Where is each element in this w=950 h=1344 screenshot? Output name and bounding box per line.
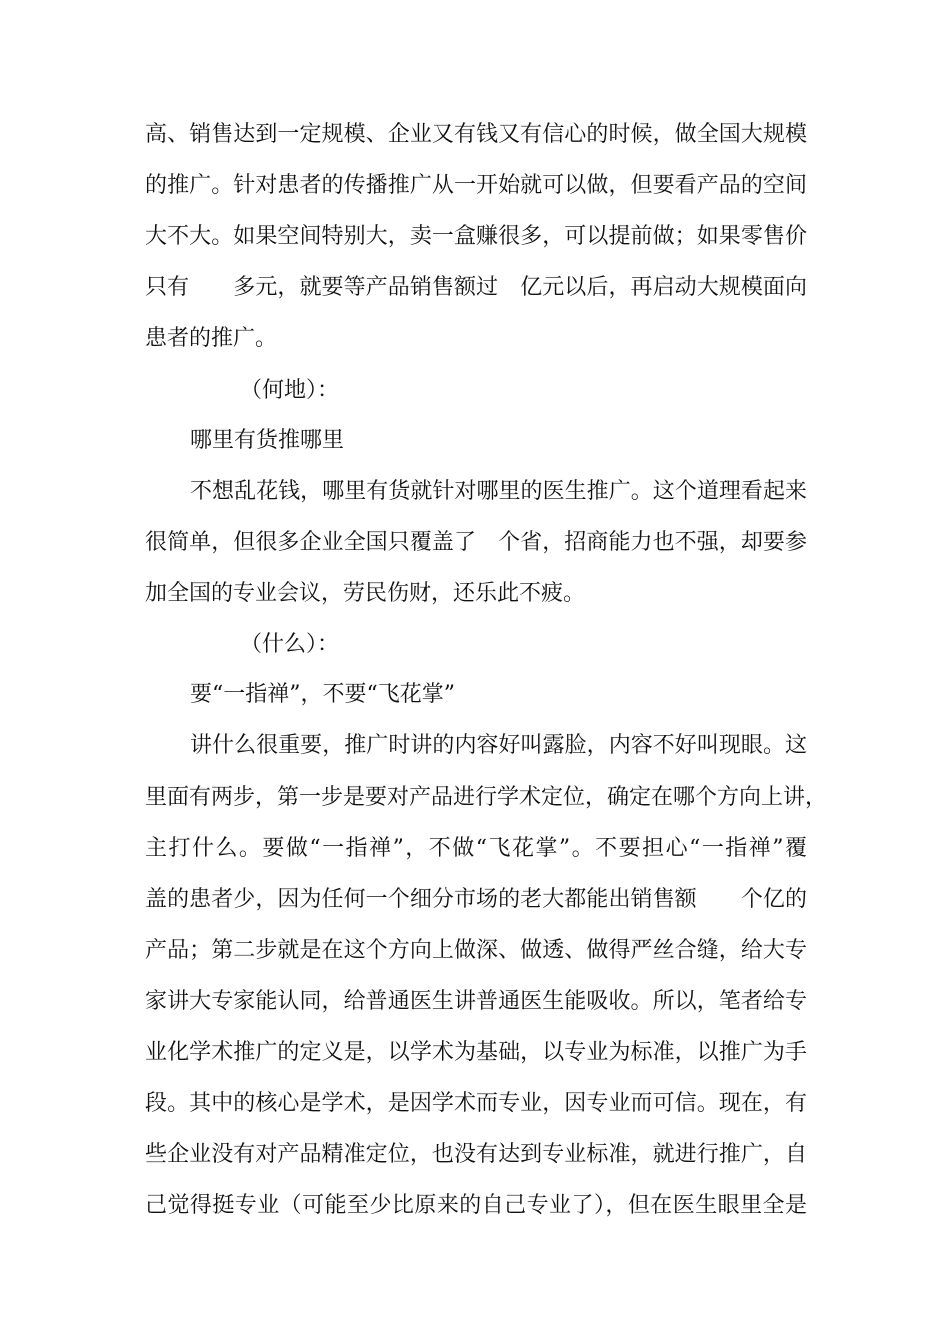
paragraph-line: 讲什么很重要，推广时讲的内容好叫露脸，内容不好叫现眼。这 — [190, 733, 807, 758]
paragraph-line: 高、销售达到一定规模、企业又有钱又有信心的时候，做全国大规模 — [145, 122, 807, 147]
paragraph-line: 的推广。针对患者的传播推广从一开始就可以做，但要看产品的空间 — [145, 173, 807, 198]
paragraph-line: 只有 多元，就要等产品销售额过 亿元以后，再启动大规模面向 — [145, 275, 807, 300]
paragraph-line: 不想乱花钱，哪里有货就针对哪里的医生推广。这个道理看起来 — [190, 479, 807, 504]
paragraph-line: 些企业没有对产品精准定位，也没有达到专业标准，就进行推广，自 — [145, 1142, 807, 1167]
paragraph-line: 产品；第二步就是在这个方向上做深、做透、做得严丝合缝，给大专 — [145, 938, 807, 963]
paragraph-line: 己觉得挺专业（可能至少比原来的自己专业了），但在医生眼里全是 — [145, 1193, 807, 1218]
paragraph-line: 加全国的专业会议，劳民伤财，还乐此不疲。 — [145, 581, 586, 606]
paragraph-line: 很简单，但很多企业全国只覆盖了 个省，招商能力也不强，却要参 — [145, 530, 807, 555]
paragraph-line: 家讲大专家能认同，给普通医生讲普通医生能吸收。所以，笔者给专 — [145, 989, 807, 1014]
section-heading: （什么）： — [240, 632, 340, 657]
paragraph-line: 段。其中的核心是学术，是因学术而专业，因专业而可信。现在，有 — [145, 1091, 807, 1116]
section-subheading: 要“一指禅”，不要“飞花掌” — [190, 682, 455, 707]
paragraph-line: 业化学术推广的定义是，以学术为基础，以专业为标准，以推广为手 — [145, 1040, 807, 1065]
paragraph-line: 里面有两步，第一步是要对产品进行学术定位，确定在哪个方向上讲， — [145, 785, 828, 810]
section-heading: （何地）： — [240, 378, 340, 403]
paragraph-line: 盖的患者少，因为任何一个细分市场的老大都能出销售额 个亿的 — [145, 887, 807, 912]
paragraph-line: 大不大。如果空间特别大，卖一盒赚很多，可以提前做；如果零售价 — [145, 224, 807, 249]
section-subheading: 哪里有货推哪里 — [190, 428, 345, 453]
paragraph-line: 患者的推广。 — [145, 326, 278, 351]
paragraph-line: 主打什么。要做“一指禅”，不做“飞花掌”。不要担心“一指禅”覆 — [145, 836, 807, 861]
